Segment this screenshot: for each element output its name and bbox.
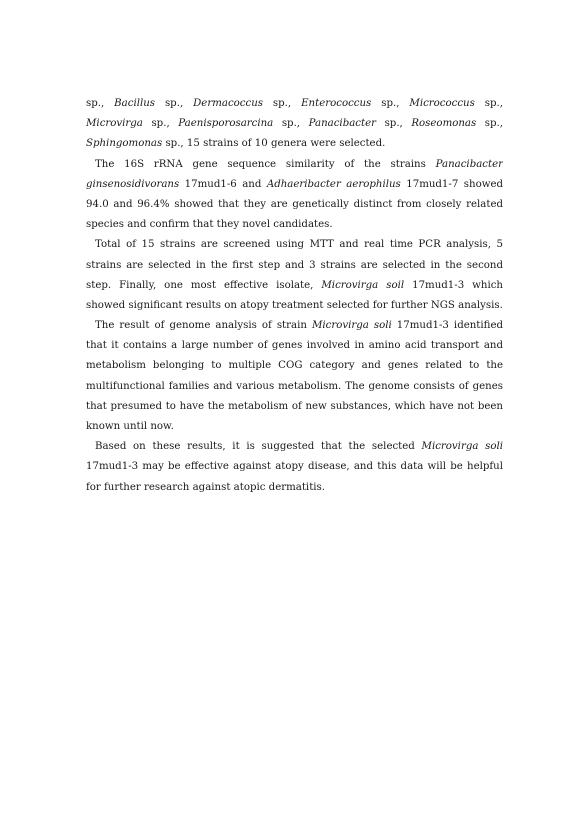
text-run: species and confirm that they novel candidates. — [86, 219, 333, 231]
text-line — [86, 397, 503, 417]
text-run: sp., — [86, 98, 115, 109]
italic-taxon-name: Microvirga soil — [321, 279, 405, 291]
text-run: sp., — [262, 98, 302, 109]
text-line — [86, 296, 503, 316]
text-run: 17mud1-3 which — [404, 279, 503, 291]
text-line — [86, 195, 503, 215]
text-run: showed significant results on atopy treatment selected for further NGS analysis. — [86, 299, 503, 311]
text-run: sp., — [476, 118, 503, 130]
text-line — [86, 417, 503, 437]
italic-taxon-name: Microvirga soli — [421, 441, 503, 453]
paragraph — [86, 437, 503, 498]
text-line — [86, 336, 503, 356]
paragraph — [86, 155, 503, 236]
italic-taxon-name: Roseomonas — [411, 118, 477, 130]
text-run: strains are selected in the first step and 3 strains are selected in the second — [86, 259, 503, 271]
text-run: metabolism belonging to multiple COG category and genes related to the — [86, 360, 503, 372]
italic-taxon-name: Micrococcus — [409, 98, 475, 109]
text-run: 17mud1-7 showed — [400, 178, 503, 190]
paragraph — [86, 316, 503, 437]
italic-taxon-name: Microvirga — [86, 118, 143, 130]
text-line — [86, 316, 503, 336]
text-run: that presumed to have the metabolism of new substances, which have not been — [86, 400, 503, 412]
text-run: The 16S rRNA gene sequence similarity of the strains — [95, 158, 436, 170]
text-line — [86, 134, 503, 154]
text-run: 17mud1-3 identified — [391, 320, 503, 332]
text-run: that it contains a large number of genes involved in amino acid transport and — [86, 340, 503, 352]
text-run: 17mud1-3 may be effective against atopy disease, and this data will be helpful — [86, 461, 503, 473]
body-text — [86, 94, 503, 498]
italic-taxon-name: Microvirga soli — [311, 320, 392, 332]
text-line — [86, 478, 503, 498]
text-run: Based on these results, it is suggested that the selected — [95, 441, 422, 453]
paragraph — [86, 235, 503, 316]
text-run: multifunctional families and various metabolism. The genome consists of genes — [86, 380, 503, 392]
text-line — [86, 235, 503, 255]
italic-taxon-name: Dermacoccus — [193, 98, 263, 109]
text-run: 17mud1-6 and — [179, 178, 267, 190]
text-line — [86, 437, 503, 457]
text-run: sp., — [376, 118, 412, 130]
text-line — [86, 175, 503, 195]
text-line — [86, 114, 503, 134]
italic-taxon-name: ginsenosidivorans — [86, 178, 180, 190]
text-run: 94.0 and 96.4% showed that they are genetically distinct from closely related — [86, 198, 503, 210]
text-run: known until now. — [86, 421, 174, 432]
text-run: sp., — [142, 118, 179, 130]
text-line — [86, 356, 503, 376]
text-run: sp., — [474, 98, 503, 109]
text-line — [86, 215, 503, 235]
text-run: for further research against atopic dermatitis. — [86, 481, 326, 493]
text-run: The result of genome analysis of strain — [95, 320, 312, 332]
text-run: sp., — [371, 98, 410, 109]
italic-taxon-name: Paenisporosarcina — [178, 118, 274, 130]
text-run: step. Finally, one most effective isolate, — [86, 279, 322, 291]
italic-taxon-name: Sphingomonas — [86, 138, 163, 150]
italic-taxon-name: Panacibacter — [435, 158, 503, 170]
italic-taxon-name: Bacillus — [114, 98, 156, 109]
text-run: sp., — [273, 118, 309, 130]
text-run: Total of 15 strains are screened using MTT and real time PCR analysis, 5 — [95, 239, 503, 251]
text-line — [86, 276, 503, 296]
text-line — [86, 94, 503, 114]
text-run: sp., — [155, 98, 194, 109]
text-run: sp., 15 strains of 10 genera were selected. — [162, 138, 386, 150]
text-line — [86, 377, 503, 397]
italic-taxon-name: Enterococcus — [301, 98, 372, 109]
italic-taxon-name: Adhaeribacter aerophilus — [266, 178, 401, 190]
text-line — [86, 256, 503, 276]
paragraph — [86, 94, 503, 155]
italic-taxon-name: Panacibacter — [308, 118, 376, 130]
text-line — [86, 155, 503, 175]
text-line — [86, 457, 503, 477]
